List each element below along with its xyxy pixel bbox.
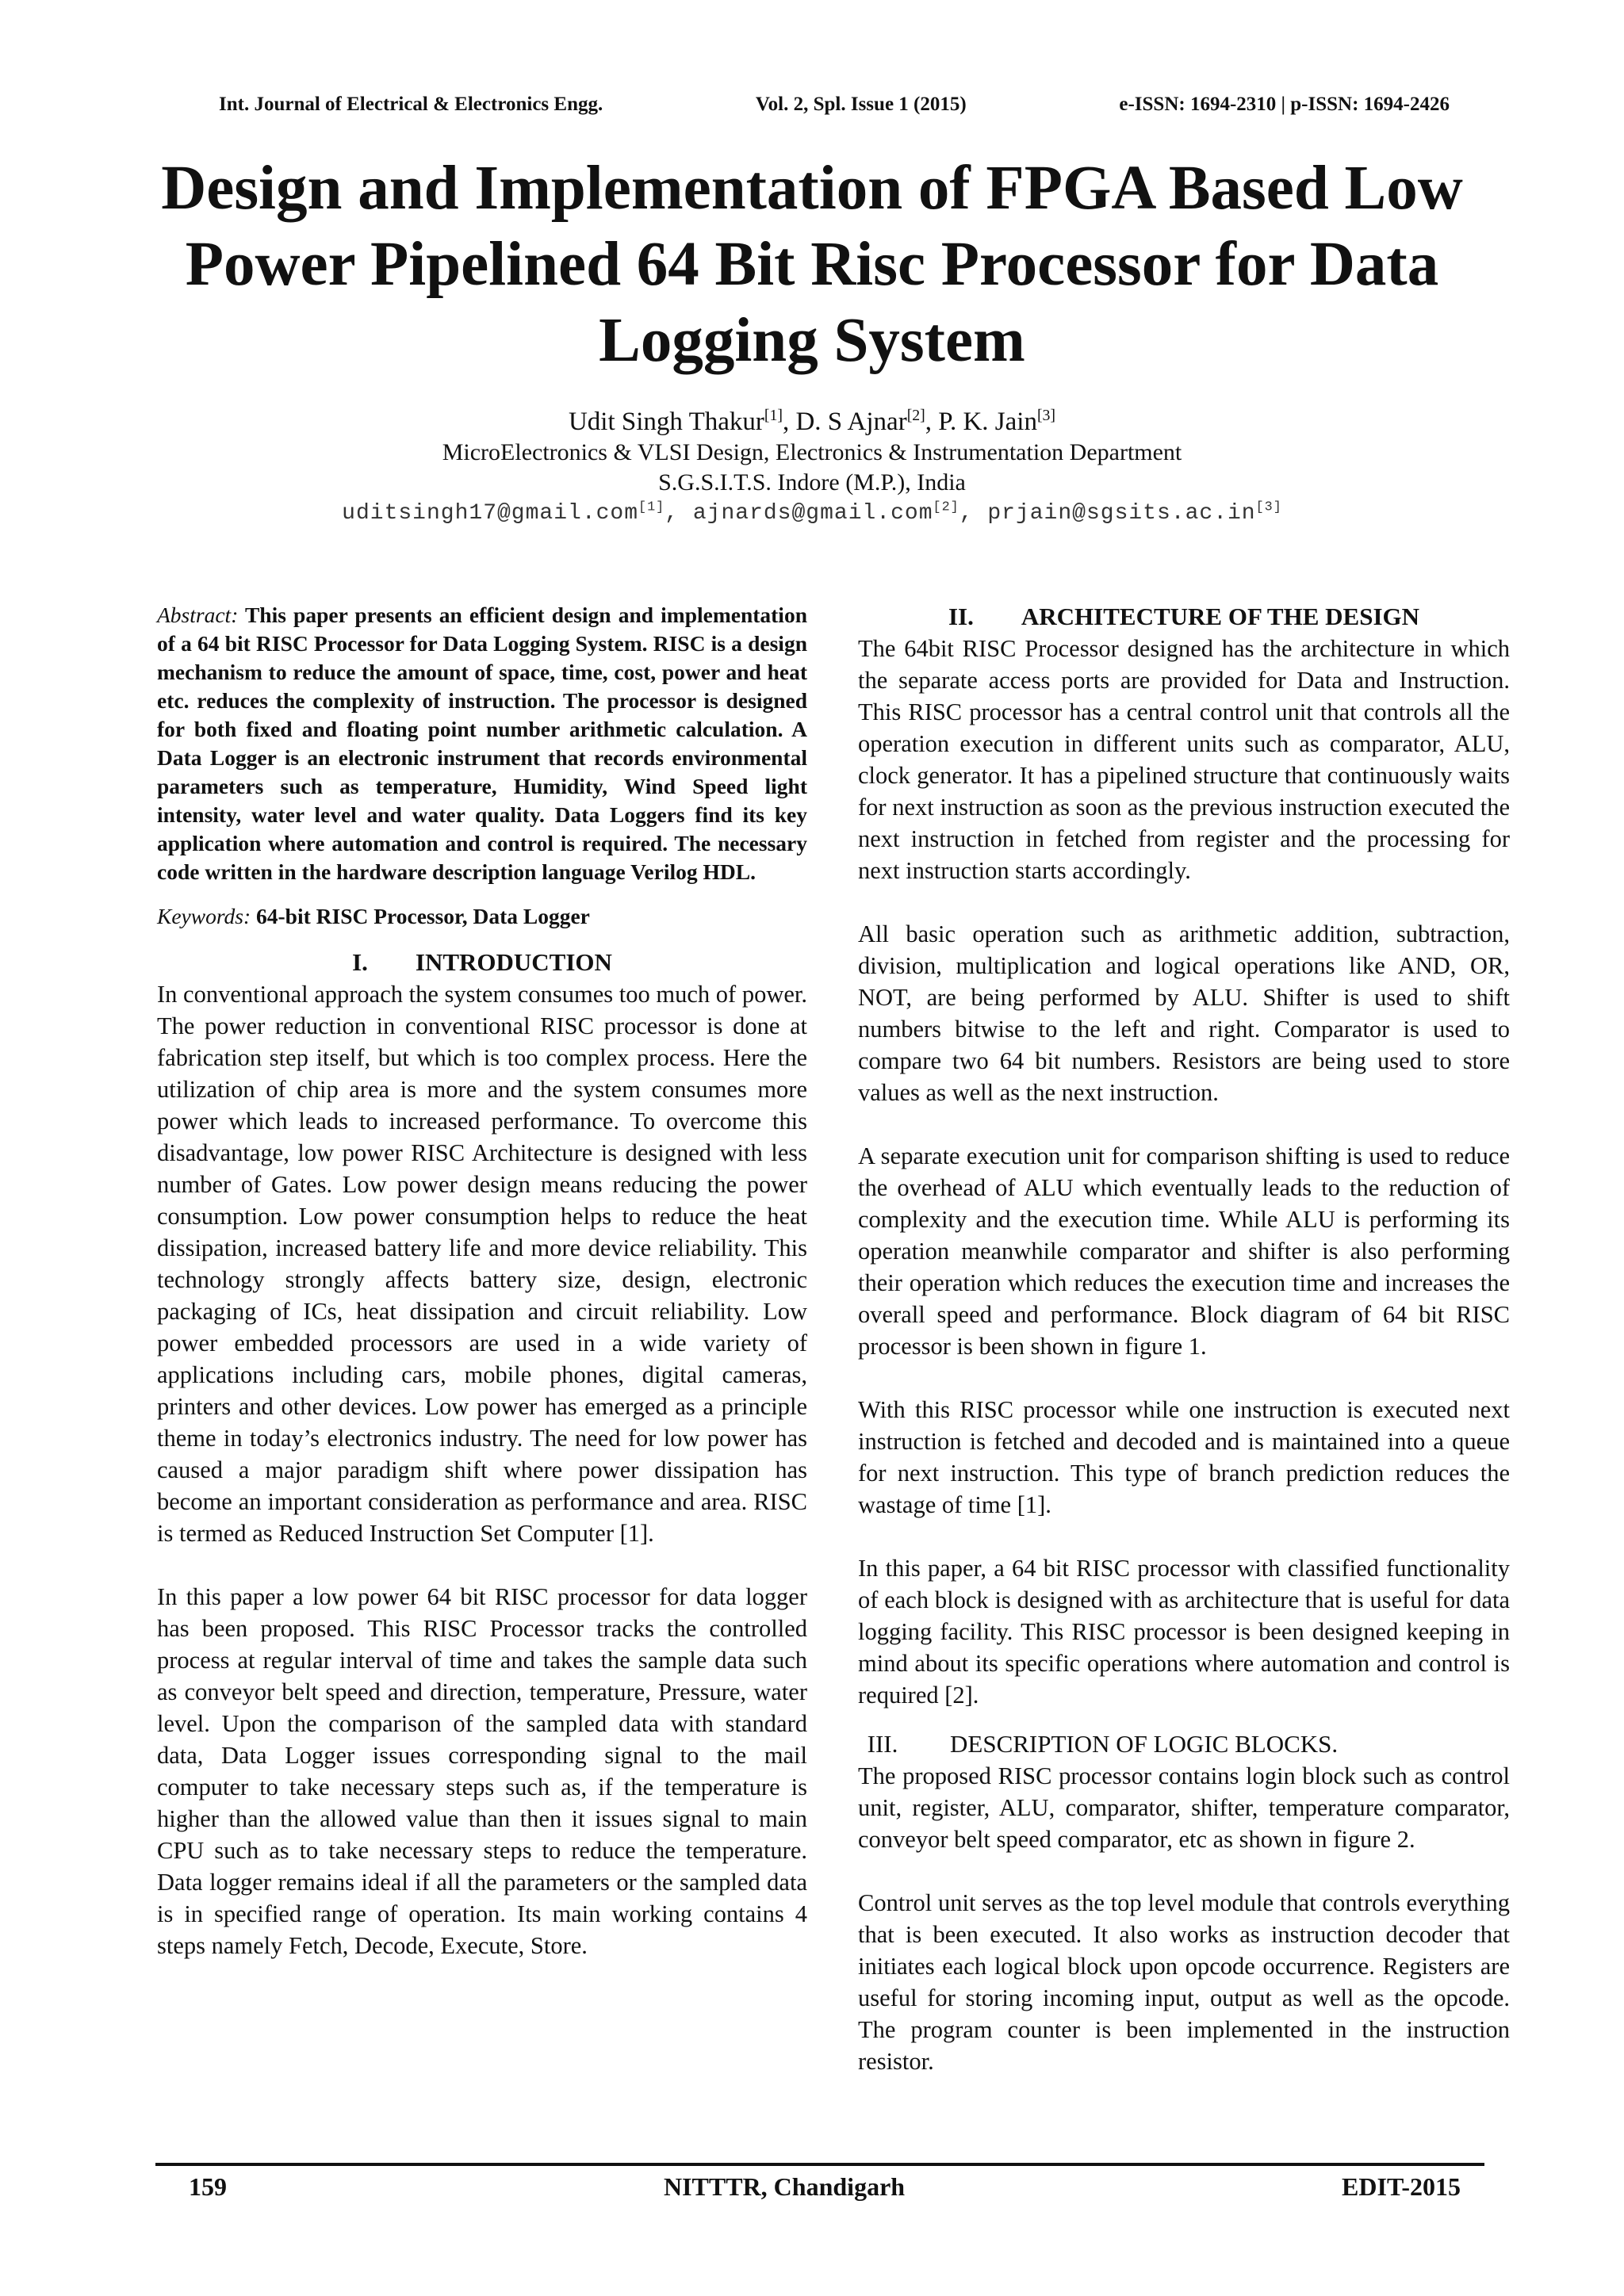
footer-divider <box>155 2163 1484 2166</box>
left-column <box>157 601 807 1977</box>
author-1-ref: [1] <box>764 407 783 424</box>
author-block <box>119 406 1505 530</box>
section-number: III. <box>867 1730 898 1758</box>
footer-edition: EDIT-2015 <box>1342 2172 1461 2201</box>
email-separator: , <box>665 501 693 526</box>
section-title: ARCHITECTURE OF THE DESIGN <box>1021 603 1420 630</box>
logic-paragraph-1: The proposed RISC processor contains login block such as control unit, register, ALU, comparator, shifter, temperature comparator, conveyor belt speed comparator, etc as shown in figure 2. <box>858 1762 1510 1853</box>
affiliation-institute: S.G.S.I.T.S. Indore (M.P.), India <box>658 469 966 496</box>
architecture-paragraph-5: In this paper, a 64 bit RISC processor with classified functionality of each block is designed with as architecture that is useful for data logging facility. This RISC processor is been designed keeping in mind about its specific operations where automation and control is required [2]. <box>858 1555 1510 1709</box>
author-separator: , <box>925 408 939 436</box>
author-1: Udit Singh Thakur <box>568 408 764 436</box>
architecture-paragraph-1: The 64bit RISC Processor designed has the architecture in which the separate access ports are provided for Data and Instruction. This RISC processor has a central control unit that controls all the operation execution in different units such as comparator, ALU, clock generator. It has a pipelined structure that continuously waits for next instruction as soon as the previous instruction executed the next instruction in fetched from register and the processing for next instruction starts accordingly. <box>858 635 1510 884</box>
section-title: INTRODUCTION <box>415 948 612 976</box>
author-names <box>119 406 1505 438</box>
keywords-text: 64-bit RISC Processor, Data Logger <box>251 904 590 928</box>
section-title: DESCRIPTION OF LOGIC BLOCKS. <box>950 1730 1339 1758</box>
architecture-paragraph-4: With this RISC processor while one instruction is executed next instruction is fetched and decoded and is maintained into a queue for next instruction. This type of branch prediction reduces the wastage of time [1]. <box>858 1396 1510 1518</box>
section-heading-architecture <box>858 601 1510 633</box>
journal-name: Int. Journal of Electrical & Electronics Engg. <box>219 94 603 115</box>
journal-issn: e-ISSN: 1694-2310 | p-ISSN: 1694-2426 <box>1119 94 1450 115</box>
email-1-ref: [1] <box>638 499 665 515</box>
author-separator: , <box>782 408 796 436</box>
author-emails <box>119 498 1505 530</box>
email-2-ref: [2] <box>933 499 959 515</box>
affiliation-department: MicroElectronics & VLSI Design, Electronics & Instrumentation Department <box>442 439 1182 465</box>
running-header <box>219 94 1450 116</box>
abstract <box>157 601 807 886</box>
author-3: P. K. Jain <box>938 408 1037 436</box>
keywords-label: Keywords: <box>157 904 251 928</box>
email-2: ajnards@gmail.com <box>692 501 933 526</box>
email-1: uditsingh17@gmail.com <box>342 501 639 526</box>
abstract-label: Abstract: <box>157 603 239 627</box>
section-number: I. <box>352 948 368 976</box>
keywords <box>157 902 807 931</box>
intro-paragraph-1: In conventional approach the system consumes too much of power. The power reduction in conventional RISC processor is done at fabrication step itself, but which is too complex process. Here the utilization of chip area is more and the system consumes more power which leads to increased performance. To overcome this disadvantage, low power RISC Architecture is designed with less number of Gates. Low power design means reducing the power consumption. Low power consumption helps to reduce the heat dissipation, increased battery life and more device reliability. This technology strongly affects battery size, design, electronic packaging of ICs, heat dissipation and circuit reliability. Low power embedded processors are used in a wide variety of applications including cars, mobile phones, digital cameras, printers and other devices. Low power has emerged as a principle theme in today’s electronics industry. The need for low power has caused a major paradigm shift where power dissipation has become an important consideration as performance and area. RISC is termed as Reduced Instruction Set Computer [1]. <box>157 981 807 1547</box>
page-number: 159 <box>189 2172 227 2201</box>
section-heading-logic-blocks <box>815 1728 1510 1760</box>
email-3-ref: [3] <box>1255 499 1282 515</box>
journal-volume: Vol. 2, Spl. Issue 1 (2015) <box>755 94 967 115</box>
email-separator: , <box>959 501 988 526</box>
paper-title: Design and Implementation of FPGA Based Low Power Pipelined 64 Bit Risc Processor for Data Logging System <box>161 154 1463 375</box>
intro-paragraph-2: In this paper a low power 64 bit RISC processor for data logger has been proposed. This RISC Processor tracks the controlled process at regular interval of time and takes the sample data such as conveyor belt speed and direction, temperature, Pressure, water level. Upon the comparison of the sampled data with standard data, Data Logger issues corresponding signal to the mail computer to take necessary steps such as, if the temperature is higher than the allowed value than then it issues signal to main CPU such as to take necessary steps to reduce the temperature. Data logger remains ideal if all the parameters or the sampled data is in specified range of operation. Its main working contains 4 steps namely Fetch, Decode, Execute, Store. <box>157 1583 807 1959</box>
logic-paragraph-2: Control unit serves as the top level module that controls everything that is been executed. It also works as instruction decoder that initiates each logical block upon opcode occurrence. Registers are useful for storing incoming input, output as well as the opcode. The program counter is been implemented in the instruction resistor. <box>858 1889 1510 2075</box>
architecture-paragraph-3: A separate execution unit for comparison shifting is used to reduce the overhead of ALU which eventually leads to the reduction of complexity and the execution time. While ALU is performing its operation meanwhile comparator and shifter is also performing their operation which reduces the execution time and increases the overall speed and performance. Block diagram of 64 bit RISC processor is been shown in figure 1. <box>858 1142 1510 1360</box>
email-3: prjain@sgsits.ac.in <box>987 501 1256 526</box>
right-column <box>858 601 1510 2093</box>
author-2-ref: [2] <box>906 407 925 424</box>
section-heading-introduction <box>157 947 807 978</box>
section-number: II. <box>948 603 974 630</box>
author-3-ref: [3] <box>1036 407 1056 424</box>
footer-institute: NITTTR, Chandigarh <box>663 2172 906 2201</box>
page-footer <box>189 2172 1461 2202</box>
author-2: D. S Ajnar <box>795 408 907 436</box>
architecture-paragraph-2: All basic operation such as arithmetic addition, subtraction, division, multiplication and logical operations like AND, OR, NOT, are being performed by ALU. Shifter is used to shift numbers bitwise to the left and right. Comparator is used to compare two 64 bit numbers. Resistors are being used to store values as well as the next instruction. <box>858 920 1510 1106</box>
abstract-text: This paper presents an efficient design and implementation of a 64 bit RISC Processor for Data Logging System. RISC is a design mechanism to reduce the amount of space, time, cost, power and heat etc. reduces the complexity of instruction. The processor is designed for both fixed and floating point number arithmetic calculation. A Data Logger is an electronic instrument that records environmental parameters such as temperature, Humidity, Wind Speed light intensity, water level and water quality. Data Loggers find its key application where automation and control is required. The necessary code written in the hardware description language Verilog HDL. <box>157 603 807 884</box>
